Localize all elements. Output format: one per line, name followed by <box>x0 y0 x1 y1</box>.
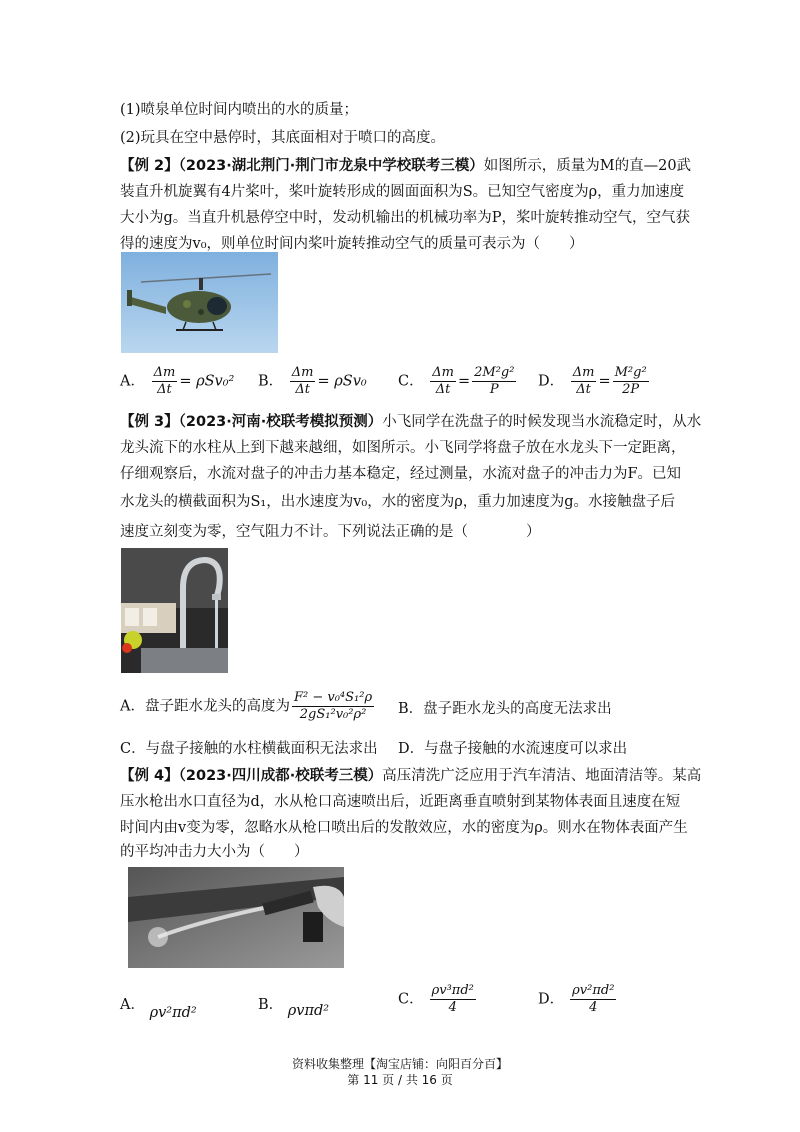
ex3-option-d: D．与盘子接触的水流速度可以求出 <box>398 741 628 757</box>
ex2-line2: 装直升机旋翼有4片桨叶，桨叶旋转形成的圆面面积为S。已知空气密度为ρ，重力加速度 <box>120 184 685 200</box>
footer-page-number: 第 11 页 / 共 16 页 <box>347 1073 453 1087</box>
ex2-option-b: B． $\frac{\Delta m}{\Delta t}$ = ρSv₀ <box>258 365 367 397</box>
ex4-text1: 高压清洗广泛应用于汽车清洁、地面清洁等。某高 <box>382 768 702 784</box>
ex3-source: （2023·河南·校联考模拟预测） <box>178 414 383 430</box>
ex3-option-a: A．盘子距水龙头的高度为 $\frac{\text{F² − v₀⁴S₁²ρ}}{\text{2gS₁²v₀²ρ²}}$ <box>120 690 373 722</box>
ex4-option-a: A． ρv²πd² <box>120 997 197 1021</box>
ex3-option-b: B．盘子距水龙头的高度无法求出 <box>398 701 612 717</box>
ex4-source: （2023·四川成都·校联考三模） <box>178 768 383 784</box>
q1-sub2: (2)玩具在空中悬停时，其底面相对于喷口的高度。 <box>120 130 446 146</box>
ex2-line1 <box>120 154 691 175</box>
ex2-line4: 得的速度为v₀，则单位时间内桨叶旋转推动空气的质量可表示为（ ） <box>120 236 584 252</box>
ex4-line3: 时间内由v变为零，忽略水从枪口喷出后的发散效应，水的密度为ρ。则水在物体表面产生 <box>120 820 688 836</box>
ex2-line3: 大小为g。当直升机悬停空中时，发动机输出的机械功率为P，桨叶旋转推动空气，空气获 <box>120 210 691 226</box>
ex2-option-c: C． $\frac{\Delta m}{\Delta t}$ = $\frac{\text{2M²g²}}{P}$ <box>398 365 515 397</box>
ex3-line5: 速度立刻变为零，空气阻力不计。下列说法正确的是（ ） <box>120 524 541 540</box>
q1-sub1: (1)喷泉单位时间内喷出的水的质量； <box>120 102 359 118</box>
ex4-option-d: D． $\frac{\text{ρv²πd²}}{4}$ <box>538 983 615 1015</box>
ex3-tag: 【例 3】 <box>120 414 179 430</box>
helicopter-photo <box>121 252 278 353</box>
ex3-line3: 仔细观察后，水流对盘子的冲击力基本稳定，经过测量，水流对盘子的冲击力为F。已知 <box>120 466 682 482</box>
faucet-photo <box>121 548 228 673</box>
ex3-line4: 水龙头的横截面积为S₁，出水速度为v₀，水的密度为ρ，重力加速度为g。水接触盘子后 <box>120 494 676 510</box>
ex2-text1: 如图所示，质量为M的直—20武 <box>483 158 692 174</box>
ex3-line1 <box>120 410 701 431</box>
ex4-line4: 的平均冲击力大小为（ ） <box>120 844 309 860</box>
ex4-option-c: C． $\frac{\text{ρv³πd²}}{4}$ <box>398 983 474 1015</box>
ex4-tag: 【例 4】 <box>120 768 179 784</box>
ex2-tag: 【例 2】 <box>120 158 179 174</box>
ex4-line1 <box>120 764 701 785</box>
ex3-option-c: C．与盘子接触的水柱横截面积无法求出 <box>120 741 378 757</box>
ex2-option-a: A． $\frac{\Delta m}{\Delta t}$ = ρSv₀² <box>120 365 235 397</box>
ex3-line2: 龙头流下的水柱从上到下越来越细，如图所示。小飞同学将盘子放在水龙头下一定距离， <box>120 440 686 456</box>
ex4-option-b: B． ρvπd² <box>258 997 330 1019</box>
ex3-text1: 小飞同学在洗盘子的时候发现当水流稳定时，从水 <box>382 414 702 430</box>
ex2-option-d: D． $\frac{\Delta m}{\Delta t}$ = $\frac{\text{M²g²}}{2P}$ <box>538 365 647 397</box>
pressure-washer-photo <box>128 867 344 968</box>
footer-source: 资料收集整理【淘宝店铺：向阳百分百】 <box>291 1057 508 1071</box>
ex4-line2: 压水枪出水口直径为d，水从枪口高速喷出后，近距离垂直喷射到某物体表面且速度在短 <box>120 794 681 810</box>
ex2-source: （2023·湖北荆门·荆门市龙泉中学校联考三模） <box>178 158 484 174</box>
